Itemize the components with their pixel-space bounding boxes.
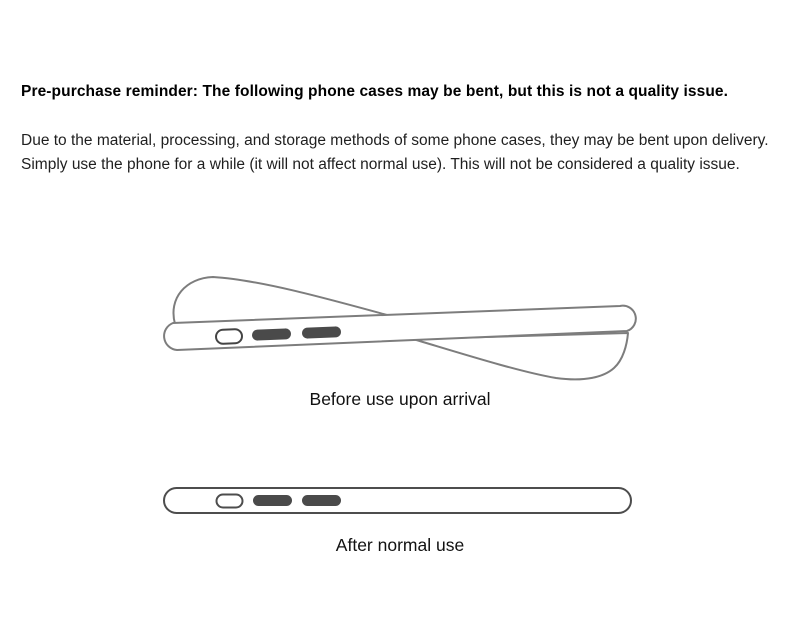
bent-volume-down-button <box>302 326 341 339</box>
bent-mute-switch <box>216 329 243 344</box>
bent-case-bottom-flap <box>413 333 628 379</box>
straight-mute-switch <box>217 495 243 508</box>
notice-heading: Pre-purchase reminder: The following phone cases may be bent, but this is not a quality issue. <box>21 83 729 100</box>
straight-volume-up-button <box>253 495 292 506</box>
notice-body: Due to the material, processing, and storage methods of some phone cases, they may be bent upon delivery. Simply use the phone for a while (it will not affect normal use). This will not be considered a quality issue. <box>21 132 769 173</box>
straight-case-illustration <box>164 488 631 513</box>
bent-case-illustration <box>164 277 636 379</box>
straight-volume-down-button <box>302 495 341 506</box>
bent-case-caption: Before use upon arrival <box>309 389 491 409</box>
straight-case-caption: After normal use <box>335 535 465 555</box>
bent-volume-up-button <box>252 328 291 341</box>
